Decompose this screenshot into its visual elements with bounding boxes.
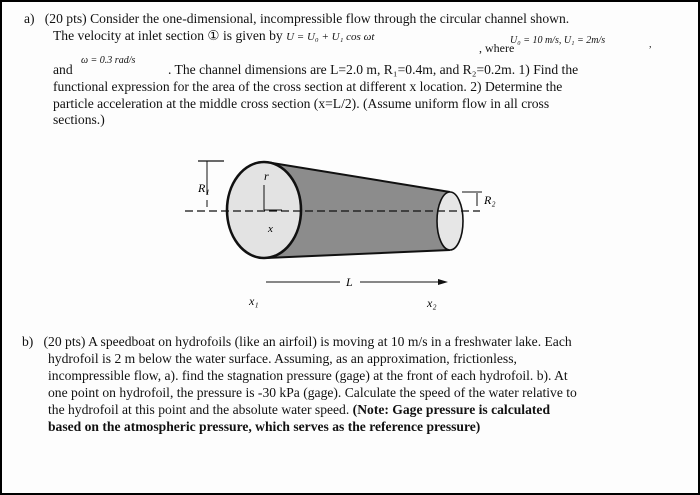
x-axis-label: x: [268, 223, 273, 235]
problem-a-intro: Consider the one-dimensional, incompressible flow through the circular channel shown.: [90, 11, 570, 26]
x1-label: x₁: [249, 294, 259, 308]
omega-value: ω = 0.3 rad/s: [81, 55, 136, 66]
gage-note: (Note: Gage pressure is calculated: [352, 402, 551, 417]
problem-a-line2: [53, 28, 374, 45]
params-comma: ,: [649, 39, 652, 50]
problem-a-points: (20 pts): [44, 11, 87, 26]
where-text: , where: [479, 41, 515, 55]
velocity-params: U₀ = 10 m/s, U₁ = 2m/s: [510, 35, 606, 46]
R2-label: R₂: [484, 193, 496, 207]
problem-b-text5: the hydrofoil at this point and the absolute water speed.: [48, 402, 350, 417]
given-by-text: is given by: [223, 28, 283, 43]
problem-a-line6: sections.): [53, 112, 105, 127]
and-text: and: [53, 62, 73, 77]
channel-figure: [2, 140, 698, 320]
document-page: [2, 2, 698, 493]
problem-b-label: b): [22, 334, 34, 349]
R1-label: R₁: [198, 181, 210, 195]
problem-b-line4: one point on hydrofoil, the pressure is -30 kPa (gage). Calculate the speed of the water relative to: [48, 385, 577, 400]
problem-a-line4: functional expression for the area of the cross section at different x location. 2) Determine the: [53, 79, 563, 94]
problem-a-label: a): [24, 11, 35, 26]
problem-b-line1: [22, 334, 572, 350]
problem-a-line1: [24, 11, 569, 27]
outlet-ellipse: [437, 192, 463, 250]
problem-b-line6: based on the atmospheric pressure, which serves as the reference pressure): [48, 419, 481, 434]
x2-label: x₂: [427, 296, 437, 310]
problem-b-text1: (20 pts) A speedboat on hydrofoils (like an airfoil) is moving at 10 m/s in a freshwater lake. Each: [43, 334, 572, 349]
problem-a-line3: . The channel dimensions are L=2.0 m, R₁=0.4m, and R₂=0.2m. 1) Find the: [168, 62, 579, 77]
L-label: L: [346, 275, 353, 289]
velocity-formula: U = U₀ + U₁ cos ωt: [286, 31, 375, 43]
problem-b-line3: incompressible flow, a). find the stagnation pressure (gage) at the front of each hydrofoil. b). At: [48, 368, 568, 383]
inlet-section-text: The velocity at inlet section: [53, 28, 204, 43]
problem-a-line5: particle acceleration at the middle cross section (x=L/2). (Assume uniform flow in all cross: [53, 96, 550, 111]
problem-b-line2: hydrofoil is 2 m below the water surface. Assuming, as an approximation, frictionless,: [48, 351, 517, 366]
problem-b-line5: [48, 402, 550, 418]
r-axis-label: r: [264, 169, 269, 183]
section-1-symbol: ①: [207, 28, 220, 43]
